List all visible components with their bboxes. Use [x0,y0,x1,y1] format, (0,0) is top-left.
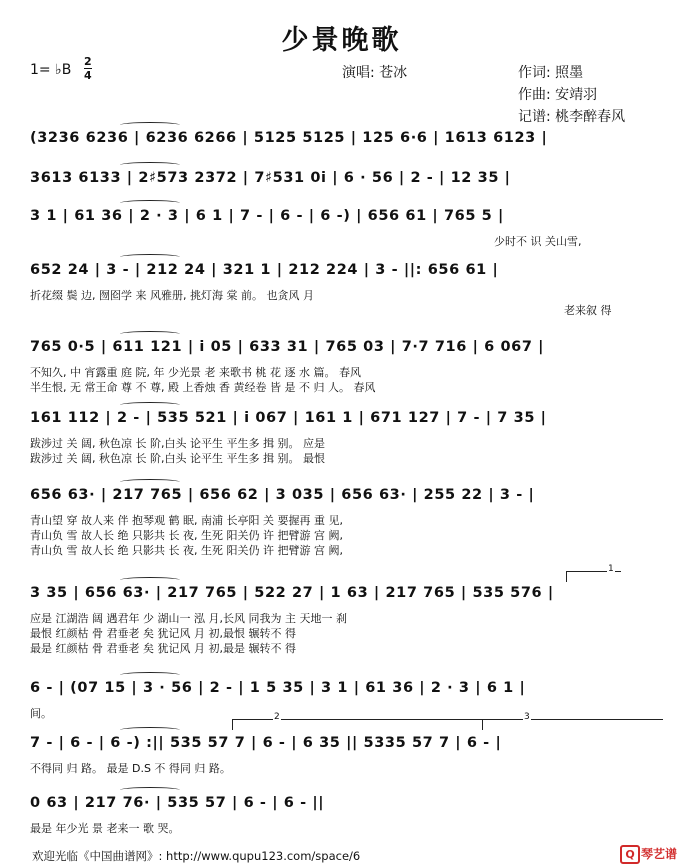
notation-line: 3 35 | 656 63· | 217 765 | 522 27 | 1 63 | 217 765 | 535 576 | [30,585,554,601]
slur-mark [120,162,180,168]
ending-number-3: 3 [524,712,530,722]
lyric-line: 跋涉过 关 阔, 秋色凉 长 阶,白头 论平生 平生多 揖 别。 应是 [30,437,325,450]
ending-bracket-1 [566,564,621,582]
notation-line: 6 - | (07 15 | 3 · 56 | 2 - | 1 5 35 | 3 1 | 61 36 | 2 · 3 | 6 1 | [30,680,526,696]
lyricist-credit: 作词: 照墨 [518,65,584,81]
key-signature: 1= ♭B [30,62,72,78]
notation-line: 3 1 | 61 36 | 2 · 3 | 6 1 | 7 - | 6 - | 6 -) | 656 61 | 765 5 | [30,208,504,224]
slur-mark [120,787,180,793]
transcriber-credit: 记谱: 桃李醉春风 [518,109,626,125]
slur-mark [120,577,180,583]
lyric-line: 跋涉过 关 阔, 秋色凉 长 阶,白头 论平生 平生多 揖 别。 最恨 [30,452,325,465]
lyric-line: 青山负 雪 故人长 绝 只影共 长 夜, 生死 阳关仍 许 把臂游 宫 阙, [30,529,343,542]
ending-number-1: 1 [608,564,614,574]
lyric-line: 少时不 识 关山雪, [494,235,582,248]
slur-mark [120,331,180,337]
lyric-line: 青山负 雪 故人长 绝 只影共 长 夜, 生死 阳关仍 许 把臂游 宫 阙, [30,544,343,557]
ending-bracket-3 [482,712,663,730]
singer-credit: 演唱: 苍冰 [342,65,408,81]
logo-icon: Q [620,845,640,864]
notation-line: (3236 6236 | 6236 6266 | 5125 5125 | 125 6·6 | 1613 6123 | [30,130,548,146]
footer-text: 欢迎光临《中国曲谱网》: http://www.qupu123.com/space/6 [32,849,361,863]
notation-line: 765 0·5 | 611 121 | i 05 | 633 31 | 765 03 | 7·7 716 | 6 067 | [30,339,545,355]
slur-mark [120,672,180,678]
notation-line: 652 24 | 3 - | 212 24 | 321 1 | 212 224 | 3 - ||: 656 61 | [30,262,499,278]
notation-line: 656 63· | 217 765 | 656 62 | 3 035 | 656 63· | 255 22 | 3 - | [30,487,535,503]
lyric-line: 最是 年少光 景 老来一 歌 哭。 [30,822,180,835]
composer-credit: 作曲: 安靖羽 [518,87,598,103]
time-signature [84,56,92,81]
time-signature-top: 2 [84,55,92,68]
lyric-line: 应是 江湖浩 阔 遇君年 少 湖山一 泓 月,长风 同我为 主 天地一 刹 [30,612,347,625]
lyric-line: 不得同 归 路。 最是 D.S 不 得同 归 路。 [30,762,231,775]
ending-bracket-2 [232,712,493,730]
song-title: 少景晚歌 [281,25,402,56]
notation-line: 3613 6133 | 2♯573 2372 | 7♯531 0i | 6 · 56 | 2 - | 12 35 | [30,170,511,186]
lyric-line: 间。 [30,707,52,720]
lyric-line: 青山望 穿 故人来 伴 抱琴观 鹤 眠, 南浦 长亭阳 关 要握再 重 见, [30,514,343,527]
slur-mark [120,254,180,260]
lyric-line: 折花缀 鬓 边, 囫囵学 来 风雅册, 挑灯海 棠 前。 也贪风 月 [30,289,314,302]
lyric-line: 最恨 红颜枯 骨 君垂老 矣 犹记风 月 初,最恨 辗转不 得 [30,627,296,640]
lyric-line: 老来叙 得 [564,304,612,317]
lyric-line: 最是 红颜枯 骨 君垂老 矣 犹记风 月 初,最是 辗转不 得 [30,642,296,655]
slur-mark [120,727,180,733]
slur-mark [120,122,180,128]
slur-mark [120,479,180,485]
time-signature-bottom: 4 [84,69,92,82]
slur-mark [120,402,180,408]
ending-number-2: 2 [274,712,280,722]
notation-line: 7 - | 6 - | 6 -) :|| 535 57 7 | 6 - | 6 35 || 5335 57 7 | 6 - | [30,735,502,751]
site-logo [620,844,676,862]
notation-line: 0 63 | 217 76· | 535 57 | 6 - | 6 - || [30,795,325,811]
lyric-line: 不知久, 中 宵露重 庭 院, 年 少光景 老 来歌书 桃 花 逐 水 篇。 春风 [30,366,361,379]
lyric-line: 半生恨, 无 常王命 尊 不 尊, 殿 上香烛 香 黄经卷 皆 是 不 归 人。 春风 [30,381,376,394]
notation-line: 161 112 | 2 - | 535 521 | i 067 | 161 1 | 671 127 | 7 - | 7 35 | [30,410,547,426]
slur-mark [120,200,180,206]
logo-text: 琴艺谱 [641,847,678,861]
